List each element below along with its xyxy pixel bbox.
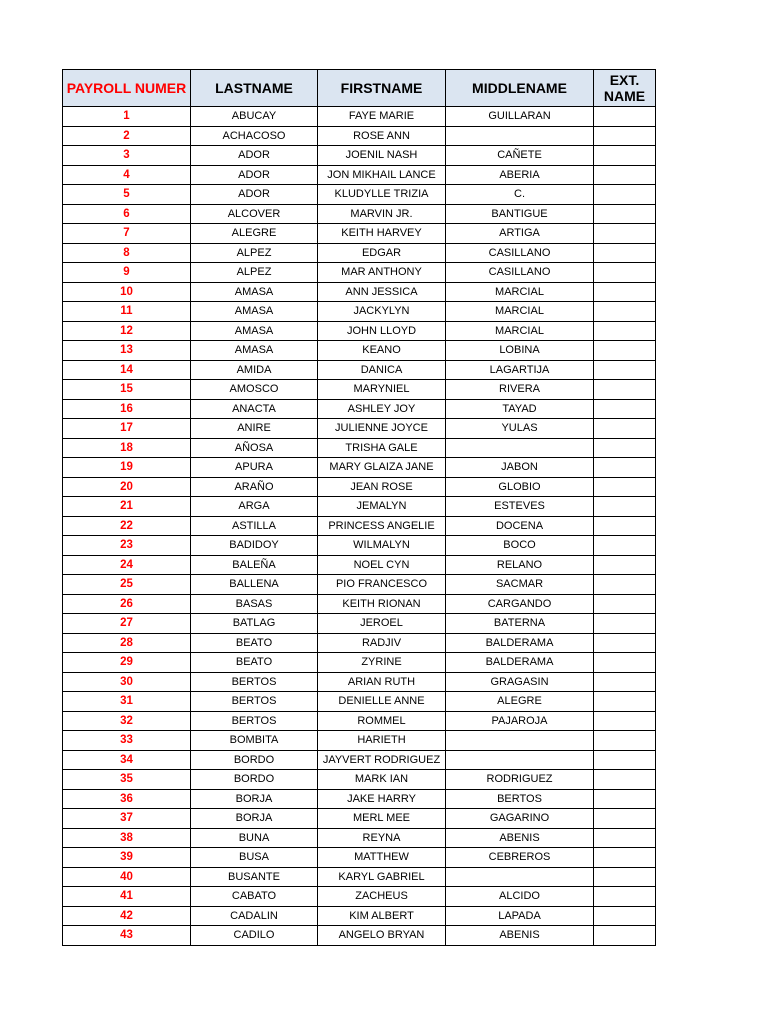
ext-name-cell [594, 458, 656, 478]
ext-name-cell [594, 536, 656, 556]
header-ext-name [594, 70, 656, 107]
payroll-number-cell: 3 [63, 146, 191, 166]
ext-name-cell [594, 204, 656, 224]
firstname-cell: ZACHEUS [318, 887, 446, 907]
lastname-cell: BOMBITA [191, 731, 318, 751]
firstname-cell: KIM ALBERT [318, 906, 446, 926]
ext-name-cell [594, 867, 656, 887]
firstname-cell: JOHN LLOYD [318, 321, 446, 341]
header-lastname: LASTNAME [191, 70, 318, 107]
table-row [63, 731, 656, 751]
firstname-cell: MAR ANTHONY [318, 263, 446, 283]
lastname-cell: BUNA [191, 828, 318, 848]
middlename-cell: TAYAD [446, 399, 594, 419]
payroll-number-cell: 42 [63, 906, 191, 926]
lastname-cell: BORJA [191, 809, 318, 829]
firstname-cell: PIO FRANCESCO [318, 575, 446, 595]
lastname-cell: BALEÑA [191, 555, 318, 575]
table-row [63, 770, 656, 790]
middlename-cell: GRAGASIN [446, 672, 594, 692]
firstname-cell: JON MIKHAIL LANCE [318, 165, 446, 185]
firstname-cell: REYNA [318, 828, 446, 848]
ext-name-cell [594, 887, 656, 907]
table-row [63, 848, 656, 868]
table-row [63, 633, 656, 653]
lastname-cell: ALEGRE [191, 224, 318, 244]
table-row [63, 224, 656, 244]
middlename-cell: DOCENA [446, 516, 594, 536]
firstname-cell: MARYNIEL [318, 380, 446, 400]
payroll-number-cell: 43 [63, 926, 191, 946]
table-row [63, 165, 656, 185]
table-row [63, 497, 656, 517]
firstname-cell: RADJIV [318, 633, 446, 653]
ext-name-cell [594, 594, 656, 614]
table-row [63, 536, 656, 556]
firstname-cell: JEMALYN [318, 497, 446, 517]
table-row [63, 399, 656, 419]
middlename-cell: CEBREROS [446, 848, 594, 868]
lastname-cell: AMASA [191, 302, 318, 322]
ext-name-cell [594, 575, 656, 595]
table-row [63, 614, 656, 634]
middlename-cell: RELANO [446, 555, 594, 575]
ext-name-cell [594, 848, 656, 868]
middlename-cell [446, 438, 594, 458]
lastname-cell: BORDO [191, 750, 318, 770]
lastname-cell: AMASA [191, 321, 318, 341]
ext-name-cell [594, 809, 656, 829]
table-row [63, 828, 656, 848]
payroll-number-cell: 20 [63, 477, 191, 497]
middlename-cell: RODRIGUEZ [446, 770, 594, 790]
payroll-number-cell: 11 [63, 302, 191, 322]
payroll-number-cell: 1 [63, 107, 191, 127]
payroll-number-cell: 31 [63, 692, 191, 712]
lastname-cell: ANACTA [191, 399, 318, 419]
ext-name-cell [594, 282, 656, 302]
firstname-cell: EDGAR [318, 243, 446, 263]
payroll-table [62, 69, 656, 946]
payroll-number-cell: 25 [63, 575, 191, 595]
payroll-number-cell: 15 [63, 380, 191, 400]
payroll-number-cell: 32 [63, 711, 191, 731]
firstname-cell: NOEL CYN [318, 555, 446, 575]
lastname-cell: BERTOS [191, 711, 318, 731]
table-row [63, 438, 656, 458]
firstname-cell: WILMALYN [318, 536, 446, 556]
firstname-cell: DENIELLE ANNE [318, 692, 446, 712]
table-row [63, 555, 656, 575]
ext-name-cell [594, 243, 656, 263]
middlename-cell: RIVERA [446, 380, 594, 400]
firstname-cell: ROMMEL [318, 711, 446, 731]
ext-name-cell [594, 692, 656, 712]
lastname-cell: AMASA [191, 282, 318, 302]
firstname-cell: KEANO [318, 341, 446, 361]
middlename-cell: ALEGRE [446, 692, 594, 712]
ext-name-cell [594, 146, 656, 166]
lastname-cell: ABUCAY [191, 107, 318, 127]
middlename-cell: MARCIAL [446, 282, 594, 302]
firstname-cell: ARIAN RUTH [318, 672, 446, 692]
firstname-cell: KARYL GABRIEL [318, 867, 446, 887]
firstname-cell: FAYE MARIE [318, 107, 446, 127]
ext-name-cell [594, 380, 656, 400]
lastname-cell: BERTOS [191, 672, 318, 692]
ext-name-cell [594, 828, 656, 848]
middlename-cell: BALDERAMA [446, 653, 594, 673]
firstname-cell: JAKE HARRY [318, 789, 446, 809]
table-row [63, 926, 656, 946]
header-middlename: MIDDLENAME [446, 70, 594, 107]
payroll-number-cell: 34 [63, 750, 191, 770]
payroll-number-cell: 17 [63, 419, 191, 439]
middlename-cell: CASILLANO [446, 263, 594, 283]
header-payroll-number: PAYROLL NUMER [63, 70, 191, 107]
lastname-cell: ASTILLA [191, 516, 318, 536]
table-row [63, 887, 656, 907]
payroll-number-cell: 9 [63, 263, 191, 283]
lastname-cell: ANIRE [191, 419, 318, 439]
middlename-cell: ABENIS [446, 926, 594, 946]
firstname-cell: ANGELO BRYAN [318, 926, 446, 946]
middlename-cell: GAGARINO [446, 809, 594, 829]
payroll-number-cell: 23 [63, 536, 191, 556]
table-row [63, 360, 656, 380]
table-row [63, 711, 656, 731]
payroll-number-cell: 27 [63, 614, 191, 634]
payroll-number-cell: 38 [63, 828, 191, 848]
firstname-cell: PRINCESS ANGELIE [318, 516, 446, 536]
header-row [63, 70, 656, 107]
header-firstname: FIRSTNAME [318, 70, 446, 107]
ext-name-cell [594, 399, 656, 419]
firstname-cell: JOENIL NASH [318, 146, 446, 166]
ext-name-cell [594, 653, 656, 673]
payroll-number-cell: 26 [63, 594, 191, 614]
middlename-cell [446, 731, 594, 751]
middlename-cell: ALCIDO [446, 887, 594, 907]
ext-name-cell [594, 672, 656, 692]
firstname-cell: MARY GLAIZA JANE [318, 458, 446, 478]
middlename-cell: BOCO [446, 536, 594, 556]
payroll-number-cell: 6 [63, 204, 191, 224]
lastname-cell: ALCOVER [191, 204, 318, 224]
ext-name-cell [594, 165, 656, 185]
lastname-cell: BORJA [191, 789, 318, 809]
firstname-cell: KLUDYLLE TRIZIA [318, 185, 446, 205]
middlename-cell [446, 750, 594, 770]
firstname-cell: JEAN ROSE [318, 477, 446, 497]
payroll-number-cell: 13 [63, 341, 191, 361]
table-row [63, 867, 656, 887]
payroll-number-cell: 36 [63, 789, 191, 809]
middlename-cell: MARCIAL [446, 302, 594, 322]
firstname-cell: JEROEL [318, 614, 446, 634]
table-row [63, 282, 656, 302]
lastname-cell: CADILO [191, 926, 318, 946]
payroll-number-cell: 24 [63, 555, 191, 575]
payroll-number-cell: 35 [63, 770, 191, 790]
ext-name-cell [594, 926, 656, 946]
table-row [63, 809, 656, 829]
ext-name-cell [594, 263, 656, 283]
payroll-number-cell: 37 [63, 809, 191, 829]
middlename-cell: C. [446, 185, 594, 205]
lastname-cell: ALPEZ [191, 263, 318, 283]
middlename-cell: LAGARTIJA [446, 360, 594, 380]
table-row [63, 419, 656, 439]
table-row [63, 302, 656, 322]
firstname-cell: JAYVERT RODRIGUEZ [318, 750, 446, 770]
lastname-cell: AÑOSA [191, 438, 318, 458]
firstname-cell: ASHLEY JOY [318, 399, 446, 419]
payroll-number-cell: 5 [63, 185, 191, 205]
payroll-number-cell: 39 [63, 848, 191, 868]
table-row [63, 185, 656, 205]
payroll-number-cell: 8 [63, 243, 191, 263]
payroll-number-cell: 18 [63, 438, 191, 458]
payroll-number-cell: 16 [63, 399, 191, 419]
lastname-cell: BATLAG [191, 614, 318, 634]
table-row [63, 243, 656, 263]
table-row [63, 516, 656, 536]
ext-name-cell [594, 126, 656, 146]
payroll-number-cell: 19 [63, 458, 191, 478]
payroll-number-cell: 10 [63, 282, 191, 302]
firstname-cell: MARK IAN [318, 770, 446, 790]
middlename-cell: SACMAR [446, 575, 594, 595]
table-row [63, 789, 656, 809]
ext-name-cell [594, 555, 656, 575]
payroll-number-cell: 28 [63, 633, 191, 653]
table-row [63, 341, 656, 361]
ext-name-cell [594, 341, 656, 361]
lastname-cell: ARGA [191, 497, 318, 517]
firstname-cell: TRISHA GALE [318, 438, 446, 458]
table-row [63, 692, 656, 712]
ext-name-cell [594, 438, 656, 458]
middlename-cell [446, 126, 594, 146]
payroll-number-cell: 21 [63, 497, 191, 517]
middlename-cell: LAPADA [446, 906, 594, 926]
middlename-cell: CARGANDO [446, 594, 594, 614]
table-row [63, 750, 656, 770]
middlename-cell: GUILLARAN [446, 107, 594, 127]
payroll-number-cell: 7 [63, 224, 191, 244]
ext-name-cell [594, 302, 656, 322]
middlename-cell: BERTOS [446, 789, 594, 809]
middlename-cell: CASILLANO [446, 243, 594, 263]
ext-name-cell [594, 321, 656, 341]
payroll-number-cell: 40 [63, 867, 191, 887]
ext-name-cell [594, 516, 656, 536]
table-row [63, 380, 656, 400]
payroll-number-cell: 30 [63, 672, 191, 692]
table-row [63, 594, 656, 614]
middlename-cell: ABERIA [446, 165, 594, 185]
header-ext-line2: NAME [603, 88, 646, 104]
lastname-cell: BORDO [191, 770, 318, 790]
middlename-cell: CAÑETE [446, 146, 594, 166]
firstname-cell: JACKYLYN [318, 302, 446, 322]
payroll-number-cell: 12 [63, 321, 191, 341]
lastname-cell: CABATO [191, 887, 318, 907]
ext-name-cell [594, 224, 656, 244]
lastname-cell: BEATO [191, 653, 318, 673]
firstname-cell: MERL MEE [318, 809, 446, 829]
firstname-cell: MATTHEW [318, 848, 446, 868]
lastname-cell: AMOSCO [191, 380, 318, 400]
payroll-number-cell: 4 [63, 165, 191, 185]
firstname-cell: JULIENNE JOYCE [318, 419, 446, 439]
payroll-number-cell: 22 [63, 516, 191, 536]
ext-name-cell [594, 497, 656, 517]
lastname-cell: BUSA [191, 848, 318, 868]
table-row [63, 477, 656, 497]
middlename-cell: JABON [446, 458, 594, 478]
lastname-cell: ARAÑO [191, 477, 318, 497]
table-row [63, 321, 656, 341]
table-row [63, 146, 656, 166]
middlename-cell: GLOBIO [446, 477, 594, 497]
firstname-cell: KEITH RIONAN [318, 594, 446, 614]
table-row [63, 672, 656, 692]
table-row [63, 107, 656, 127]
payroll-number-cell: 33 [63, 731, 191, 751]
lastname-cell: BALLENA [191, 575, 318, 595]
table-row [63, 458, 656, 478]
ext-name-cell [594, 770, 656, 790]
table-row [63, 906, 656, 926]
lastname-cell: ALPEZ [191, 243, 318, 263]
middlename-cell: MARCIAL [446, 321, 594, 341]
middlename-cell: BALDERAMA [446, 633, 594, 653]
ext-name-cell [594, 711, 656, 731]
middlename-cell: ARTIGA [446, 224, 594, 244]
middlename-cell: YULAS [446, 419, 594, 439]
lastname-cell: APURA [191, 458, 318, 478]
table-row [63, 263, 656, 283]
ext-name-cell [594, 185, 656, 205]
firstname-cell: ROSE ANN [318, 126, 446, 146]
middlename-cell: ABENIS [446, 828, 594, 848]
ext-name-cell [594, 614, 656, 634]
ext-name-cell [594, 750, 656, 770]
lastname-cell: CADALIN [191, 906, 318, 926]
lastname-cell: BUSANTE [191, 867, 318, 887]
lastname-cell: ACHACOSO [191, 126, 318, 146]
table-row [63, 653, 656, 673]
lastname-cell: AMIDA [191, 360, 318, 380]
lastname-cell: ADOR [191, 185, 318, 205]
payroll-number-cell: 2 [63, 126, 191, 146]
ext-name-cell [594, 731, 656, 751]
firstname-cell: ZYRINE [318, 653, 446, 673]
table-row [63, 575, 656, 595]
middlename-cell: ESTEVES [446, 497, 594, 517]
lastname-cell: ADOR [191, 165, 318, 185]
table-row [63, 126, 656, 146]
ext-name-cell [594, 633, 656, 653]
payroll-number-cell: 14 [63, 360, 191, 380]
ext-name-cell [594, 477, 656, 497]
middlename-cell [446, 867, 594, 887]
firstname-cell: DANICA [318, 360, 446, 380]
payroll-number-cell: 41 [63, 887, 191, 907]
lastname-cell: ADOR [191, 146, 318, 166]
payroll-number-cell: 29 [63, 653, 191, 673]
table-row [63, 204, 656, 224]
firstname-cell: KEITH HARVEY [318, 224, 446, 244]
ext-name-cell [594, 107, 656, 127]
ext-name-cell [594, 360, 656, 380]
lastname-cell: BASAS [191, 594, 318, 614]
middlename-cell: PAJAROJA [446, 711, 594, 731]
middlename-cell: LOBINA [446, 341, 594, 361]
lastname-cell: AMASA [191, 341, 318, 361]
lastname-cell: BERTOS [191, 692, 318, 712]
ext-name-cell [594, 906, 656, 926]
firstname-cell: HARIETH [318, 731, 446, 751]
lastname-cell: BADIDOY [191, 536, 318, 556]
firstname-cell: ANN JESSICA [318, 282, 446, 302]
header-ext-line1: EXT. [609, 72, 640, 88]
ext-name-cell [594, 789, 656, 809]
firstname-cell: MARVIN JR. [318, 204, 446, 224]
ext-name-cell [594, 419, 656, 439]
middlename-cell: BATERNA [446, 614, 594, 634]
lastname-cell: BEATO [191, 633, 318, 653]
middlename-cell: BANTIGUE [446, 204, 594, 224]
